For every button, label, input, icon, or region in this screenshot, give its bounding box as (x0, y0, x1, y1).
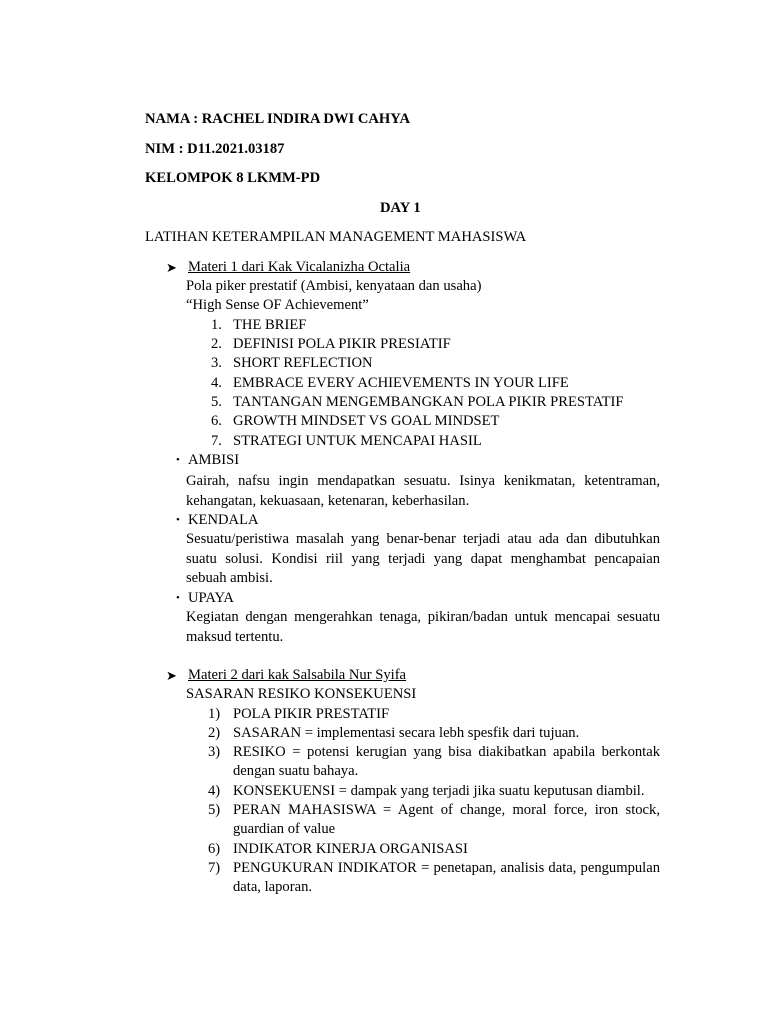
bullet-icon: • (176, 454, 180, 466)
list-item: STRATEGI UNTUK MENCAPAI HASIL (233, 433, 482, 449)
list-number: 7) (208, 860, 221, 876)
list-number: 5. (211, 394, 222, 410)
list-item: PENGUKURAN INDIKATOR = penetapan, analisis data, pengumpulan data, laporan. (233, 860, 660, 895)
bullet-title-kendala: KENDALA (188, 512, 259, 528)
list-number: 4) (208, 783, 221, 799)
group-label: KELOMPOK 8 LKMM-PD (145, 170, 321, 186)
list-number: 1) (208, 706, 221, 722)
list-number: 3. (211, 355, 222, 371)
list-item: INDIKATOR KINERJA ORGANISASI (233, 841, 468, 857)
bullet-title-ambisi: AMBISI (188, 452, 240, 468)
section2-heading: Materi 2 dari kak Salsabila Nur Syifa (188, 667, 407, 683)
list-number: 7. (211, 433, 222, 449)
list-number: 2. (211, 336, 222, 352)
list-item: GROWTH MINDSET VS GOAL MINDSET (233, 413, 500, 429)
bullet-icon: • (176, 592, 180, 604)
section2-subheading: SASARAN RESIKO KONSEKUENSI (186, 686, 417, 702)
day-title: DAY 1 (380, 200, 421, 216)
list-item: TANTANGAN MENGEMBANGKAN POLA PIKIR PRESTATIF (233, 394, 624, 410)
list-item: KONSEKUENSI = dampak yang terjadi jika suatu keputusan diambil. (233, 783, 645, 799)
list-number: 6) (208, 841, 221, 857)
list-number: 2) (208, 725, 221, 741)
list-item: PERAN MAHASISWA = Agent of change, moral force, iron stock, guardian of value (233, 802, 660, 837)
bullet-title-upaya: UPAYA (188, 590, 234, 606)
list-item: DEFINISI POLA PIKIR PRESIATIF (233, 336, 451, 352)
list-item: EMBRACE EVERY ACHIEVEMENTS IN YOUR LIFE (233, 375, 569, 391)
section1-heading: Materi 1 dari Kak Vicalanizha Octalia (188, 259, 411, 275)
section1-line1: Pola piker prestatif (Ambisi, kenyataan dan usaha) (186, 278, 482, 294)
course-title: LATIHAN KETERAMPILAN MANAGEMENT MAHASISWA (145, 229, 527, 245)
student-name: NAMA : RACHEL INDIRA DWI CAHYA (145, 111, 411, 127)
list-item: SHORT REFLECTION (233, 355, 373, 371)
list-number: 5) (208, 802, 221, 818)
bullet-body-ambisi: Gairah, nafsu ingin mendapatkan sesuatu. Isinya kenikmatan, ketentraman, kehangatan, kekuasaan, ketenaran, keberhasilan. (186, 473, 660, 509)
list-item: POLA PIKIR PRESTATIF (233, 706, 390, 722)
student-nim: NIM : D11.2021.03187 (145, 141, 285, 157)
bullet-icon: • (176, 514, 180, 526)
section1-line2: “High Sense OF Achievement” (186, 297, 369, 313)
list-number: 6. (211, 413, 222, 429)
list-item: SASARAN = implementasi secara lebh spesfik dari tujuan. (233, 725, 580, 741)
list-number: 4. (211, 375, 222, 391)
arrow-bullet-icon: ➤ (166, 668, 177, 683)
bullet-body-kendala: Sesuatu/peristiwa masalah yang benar-benar terjadi atau ada dan dibutuhkan suatu solusi. Kondisi riil yang terjadi yang dapat menghambat pencapaian sebuah ambisi. (186, 531, 660, 586)
list-number: 1. (211, 317, 222, 333)
bullet-body-upaya: Kegiatan dengan mengerahkan tenaga, pikiran/badan untuk mencapai sesuatu maksud tertentu. (186, 609, 660, 645)
list-number: 3) (208, 744, 221, 760)
arrow-bullet-icon: ➤ (166, 260, 177, 275)
list-item: RESIKO = potensi kerugian yang bisa diakibatkan apabila berkontak dengan suatu bahaya. (233, 744, 660, 779)
list-item: THE BRIEF (233, 317, 307, 333)
